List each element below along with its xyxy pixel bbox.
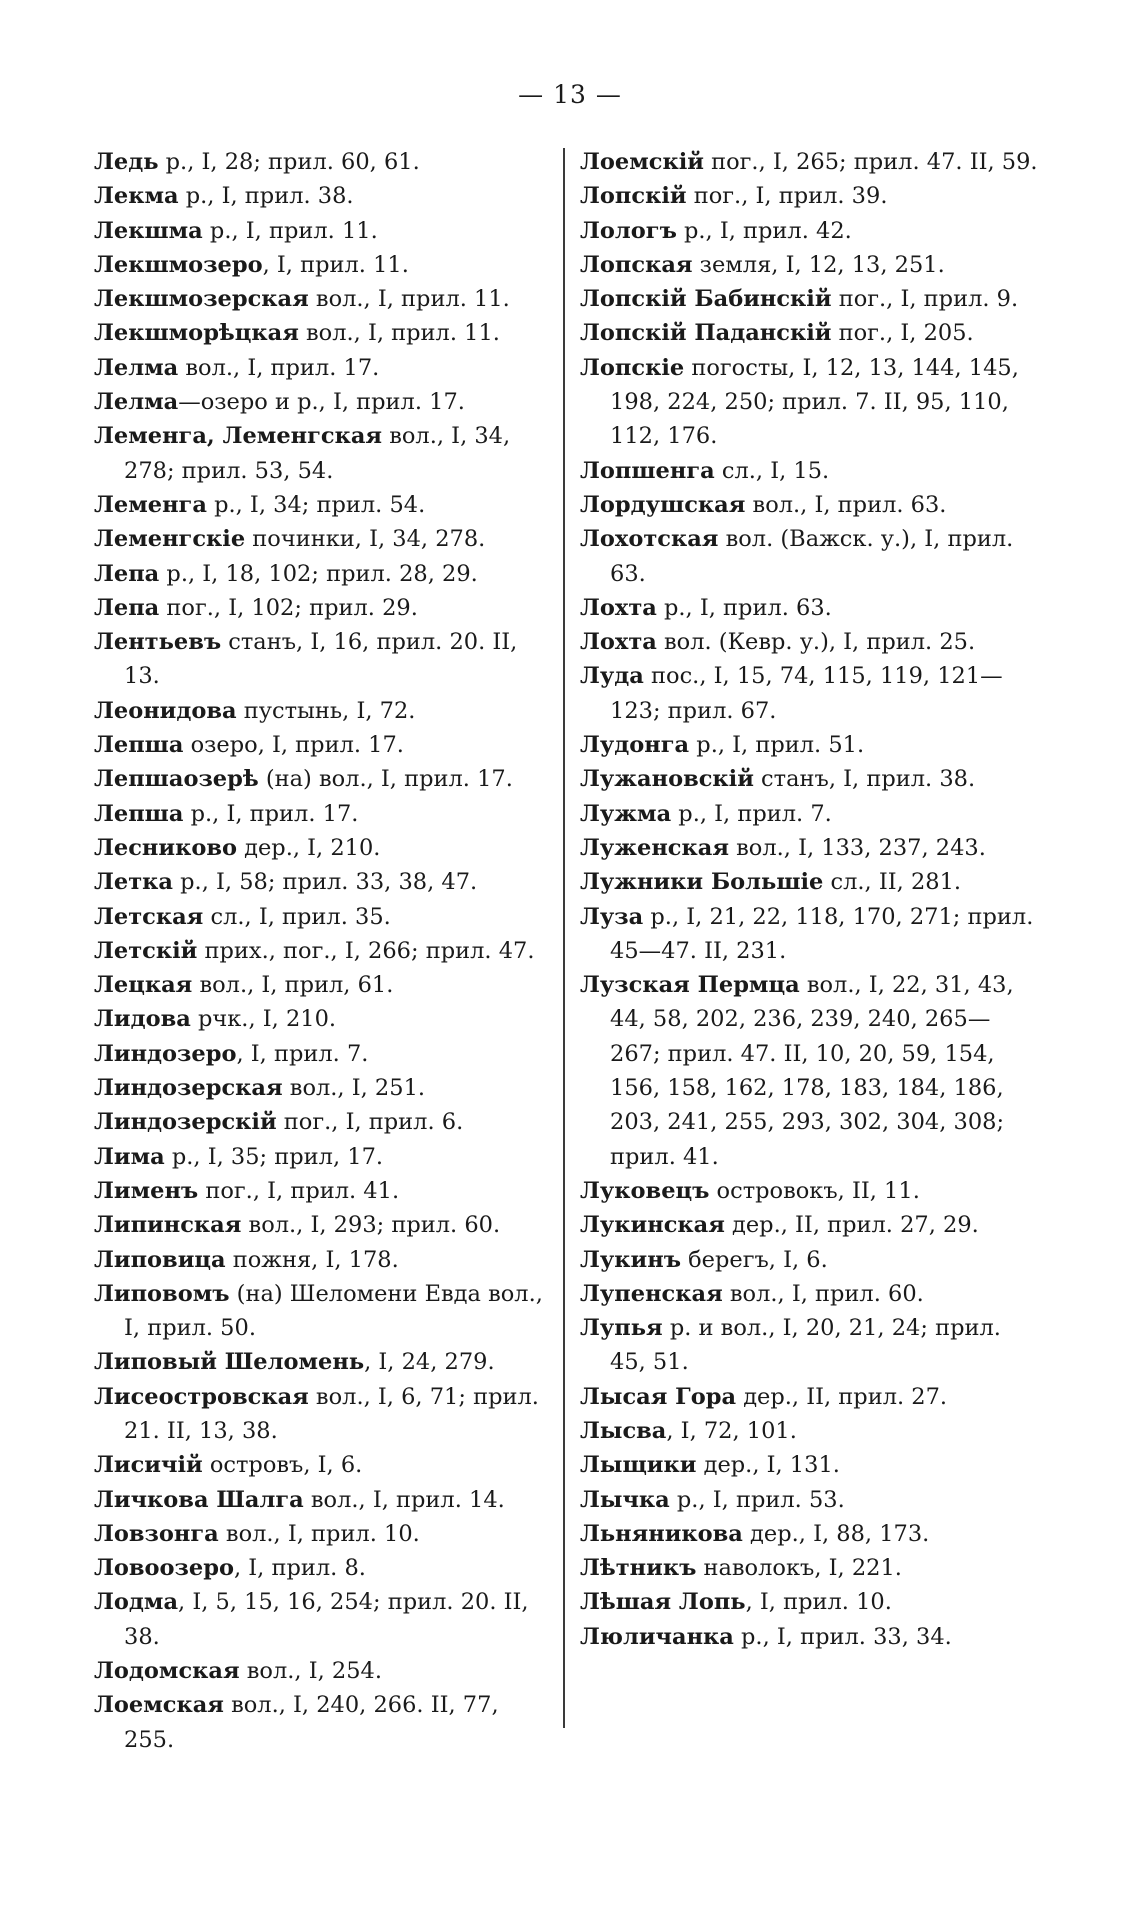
index-entry <box>94 1585 552 1654</box>
index-entry <box>94 179 552 213</box>
index-entry <box>94 1208 552 1242</box>
index-entry <box>94 591 552 625</box>
entry-term: Лыщики <box>580 1452 697 1479</box>
entry-term: Линдозеро <box>94 1040 237 1067</box>
index-entry <box>580 1483 1040 1517</box>
entry-references: пог., I, прил. 39. <box>686 183 888 210</box>
page-number: — 13 — <box>518 80 622 109</box>
entry-references: вол., I, 22, 31, 43, 44, 58, 202, 236, 239, 240, 265—267; прил. 47. II, 10, 20, 59, 154, 156, 158, 162, 178, 183, 184, 186, 203, 241, 255, 293, 302, 304, 308; прил. 41. <box>610 972 1014 1170</box>
index-entry <box>580 728 1040 762</box>
entry-term: Лоемская <box>94 1692 224 1719</box>
index-entry <box>580 1585 1040 1619</box>
index-entry <box>580 1448 1040 1482</box>
index-entry <box>94 1002 552 1036</box>
entry-references: , I, 24, 279. <box>364 1349 495 1376</box>
entry-references: дер., I, 210. <box>236 834 381 861</box>
index-entry <box>94 557 552 591</box>
entry-references: р., I, прил. 38. <box>178 183 354 210</box>
index-entry <box>580 214 1040 248</box>
entry-term: Лычка <box>580 1486 670 1513</box>
entry-term: Лѣшая Лопь <box>580 1589 746 1616</box>
index-entry <box>580 316 1040 350</box>
index-entry <box>580 762 1040 796</box>
index-entry <box>580 179 1040 213</box>
index-entry <box>580 1620 1040 1654</box>
index-entry <box>94 385 552 419</box>
entry-term: Летка <box>94 869 173 896</box>
entry-references: дер., II, прил. 27. <box>736 1383 948 1410</box>
entry-references: вол. (Важск. у.), I, прил. 63. <box>610 526 1014 587</box>
entry-term: Лекшма <box>94 217 203 244</box>
entry-term: Лордушская <box>580 491 746 518</box>
entry-references: прих., пог., I, 266; прил. 47. <box>197 937 535 964</box>
entry-references: вол., I, прил. 60. <box>722 1280 924 1307</box>
entry-references: станъ, I, 16, прил. 20. II, 13. <box>124 629 518 690</box>
entry-term: Лекшмозерская <box>94 286 309 313</box>
entry-references: пог., I, прил. 6. <box>276 1109 464 1136</box>
index-entry <box>94 1071 552 1105</box>
entry-term: Липинская <box>94 1212 242 1239</box>
entry-references: р., I, прил. 33, 34. <box>733 1623 952 1650</box>
index-entry <box>580 1243 1040 1277</box>
entry-term: Лохта <box>580 629 657 656</box>
entry-references: дер., I, 88, 173. <box>742 1520 930 1547</box>
entry-term: Липовомъ <box>94 1280 230 1307</box>
entry-term: Лентьевъ <box>94 629 222 656</box>
entry-term: Лекма <box>94 183 179 210</box>
index-column-left <box>94 145 552 1757</box>
entry-term: Лопшенга <box>580 457 715 484</box>
index-entry <box>94 214 552 248</box>
entry-term: Лупенская <box>580 1280 723 1307</box>
entry-term: Лекшморѣцкая <box>94 320 299 347</box>
entry-term: Линдозерскій <box>94 1109 277 1136</box>
index-entry <box>580 1208 1040 1242</box>
entry-term: Лепшаозерѣ <box>94 766 259 793</box>
entry-term: Лекшмозеро <box>94 251 263 278</box>
entry-references: пог., I, прил. 41. <box>198 1177 400 1204</box>
entry-term: Липовица <box>94 1246 226 1273</box>
entry-references: пог., I, 102; прил. 29. <box>159 594 418 621</box>
entry-references: пустынь, I, 72. <box>236 697 416 724</box>
entry-references: р. и вол., I, 20, 21, 24; прил. 45, 51. <box>610 1315 1001 1376</box>
entry-term: Лелма <box>94 389 179 416</box>
entry-references: р., I, прил. 11. <box>202 217 378 244</box>
entry-term: Лопскій <box>580 183 687 210</box>
index-entry <box>94 1174 552 1208</box>
entry-references: р., I, 18, 102; прил. 28, 29. <box>159 560 478 587</box>
entry-term: Леменгскіе <box>94 526 246 553</box>
entry-references: станъ, I, прил. 38. <box>753 766 976 793</box>
index-entry <box>580 1311 1040 1380</box>
entry-term: Лисеостровская <box>94 1383 309 1410</box>
entry-references: вол., I, 293; прил. 60. <box>241 1212 501 1239</box>
entry-references: р., I, прил. 53. <box>669 1486 845 1513</box>
entry-term: Лудонга <box>580 732 690 759</box>
entry-term: Лупья <box>580 1315 663 1342</box>
entry-references: р., I, 35; прил, 17. <box>164 1143 384 1170</box>
entry-term: Лужники Большіе <box>580 869 824 896</box>
entry-references: вол., I, прил. 17. <box>178 354 380 381</box>
entry-term: Лохта <box>580 594 657 621</box>
entry-references: р., I, прил. 63. <box>656 594 832 621</box>
entry-term: Ледь <box>94 149 159 175</box>
entry-references: рчк., I, 210. <box>190 1006 337 1033</box>
entry-references: вол., I, прил. 11. <box>308 286 510 313</box>
entry-term: Леонидова <box>94 697 237 724</box>
entry-term: Лима <box>94 1143 165 1170</box>
entry-term: Личкова Шалга <box>94 1486 304 1513</box>
entry-term: Летская <box>94 903 204 930</box>
index-entry <box>94 1380 552 1449</box>
entry-references: островокъ, II, 11. <box>709 1177 920 1204</box>
entry-references: р., I, 21, 22, 118, 170, 271; прил. 45—47. II, 231. <box>610 903 1034 964</box>
index-entry <box>580 625 1040 659</box>
entry-references: берегъ, I, 6. <box>680 1246 828 1273</box>
index-entry <box>580 282 1040 316</box>
index-entry <box>94 248 552 282</box>
entry-references: , I, прил. 11. <box>262 251 409 278</box>
entry-term: Лименъ <box>94 1177 199 1204</box>
entry-term: Летскій <box>94 937 198 964</box>
index-entry <box>94 1551 552 1585</box>
entry-references: р., I, 58; прил. 33, 38, 47. <box>172 869 478 896</box>
entry-references: погосты, I, 12, 13, 144, 145, 198, 224, 250; прил. 7. II, 95, 110, 112, 176. <box>610 354 1019 450</box>
entry-references: пог., I, 205. <box>831 320 974 347</box>
index-entry <box>94 1243 552 1277</box>
index-entry <box>94 1448 552 1482</box>
entry-term: Лысва <box>580 1417 667 1444</box>
entry-term: Лодомская <box>94 1658 240 1685</box>
entry-term: Линдозерская <box>94 1075 283 1102</box>
entry-references: земля, I, 12, 13, 251. <box>692 251 945 278</box>
entry-term: Лохотская <box>580 526 719 553</box>
entry-references: —озеро и р., I, прил. 17. <box>178 389 465 416</box>
index-entry <box>580 522 1040 591</box>
entry-term: Леменга, Леменгская <box>94 423 383 450</box>
entry-references: дер., II, прил. 27, 29. <box>724 1212 979 1239</box>
entry-term: Лукинская <box>580 1212 725 1239</box>
entry-references: вол. (Кевр. у.), I, прил. 25. <box>656 629 976 656</box>
index-entry <box>580 351 1040 454</box>
index-entry <box>94 419 552 488</box>
index-entry <box>94 1688 552 1757</box>
index-entry <box>580 659 1040 728</box>
entry-references: вол., I, прил. 10. <box>218 1520 420 1547</box>
entry-term: Лепа <box>94 594 160 621</box>
entry-term: Ловзонга <box>94 1520 219 1547</box>
entry-references: вол., I, 6, 71; прил. 21. II, 13, 38. <box>124 1383 539 1444</box>
index-entry <box>94 351 552 385</box>
index-column-right <box>580 145 1040 1654</box>
entry-references: р., I, 34; прил. 54. <box>206 491 426 518</box>
entry-term: Лепша <box>94 800 184 827</box>
entry-references: вол., I, прил. 63. <box>745 491 947 518</box>
entry-term: Лопскій Паданскій <box>580 320 832 347</box>
entry-term: Лелма <box>94 354 179 381</box>
entry-references: вол., I, прил, 61. <box>192 972 394 999</box>
entry-term: Лидова <box>94 1006 191 1033</box>
entry-term: Лопская <box>580 251 693 278</box>
entry-references: дер., I, 131. <box>696 1452 840 1479</box>
entry-term: Лысая Гора <box>580 1383 737 1410</box>
index-entry <box>94 488 552 522</box>
index-entry <box>580 1517 1040 1551</box>
entry-references: сл., I, 15. <box>714 457 830 484</box>
index-entry <box>94 316 552 350</box>
entry-references: (на) вол., I, прил. 17. <box>258 766 513 793</box>
index-entry <box>94 1517 552 1551</box>
entry-term: Лопскій Бабинскій <box>580 286 832 313</box>
entry-references: р., I, 28; прил. 60, 61. <box>158 149 420 175</box>
index-entry <box>94 762 552 796</box>
entry-term: Лужановскій <box>580 766 754 793</box>
entry-term: Лопскіе <box>580 354 685 381</box>
index-entry <box>94 865 552 899</box>
entry-references: починки, I, 34, 278. <box>245 526 486 553</box>
entry-references: (на) Шеломени Евда вол., I, прил. 50. <box>124 1280 543 1342</box>
index-entry <box>94 831 552 865</box>
entry-references: вол., I, 251. <box>282 1075 426 1102</box>
entry-references: , I, 72, 101. <box>666 1417 797 1444</box>
entry-term: Лукинъ <box>580 1246 681 1273</box>
index-entry <box>94 694 552 728</box>
entry-term: Лесниково <box>94 834 237 861</box>
entry-term: Льняникова <box>580 1520 743 1547</box>
entry-term: Леменга <box>94 491 207 518</box>
index-entry <box>580 1380 1040 1414</box>
entry-references: сл., II, 281. <box>823 869 962 896</box>
entry-references: р., I, прил. 17. <box>183 800 359 827</box>
index-entry <box>94 282 552 316</box>
index-entry <box>94 797 552 831</box>
index-entry <box>580 488 1040 522</box>
entry-references: вол., I, прил. 11. <box>298 320 500 347</box>
entry-references: , I, прил. 7. <box>236 1040 369 1067</box>
entry-term: Лужма <box>580 800 672 827</box>
entry-references: пог., I, 265; прил. 47. II, 59. <box>703 149 1038 175</box>
index-entry <box>94 1483 552 1517</box>
entry-references: сл., I, прил. 35. <box>203 903 391 930</box>
entry-references: пожня, I, 178. <box>225 1246 399 1273</box>
index-entry <box>94 1037 552 1071</box>
index-entry <box>94 1345 552 1379</box>
entry-references: вол., I, 254. <box>239 1658 383 1685</box>
index-entry <box>580 454 1040 488</box>
entry-term: Лѣтникъ <box>580 1555 697 1582</box>
index-entry <box>94 1654 552 1688</box>
entry-references: островъ, I, 6. <box>202 1452 363 1479</box>
entry-references: р., I, прил. 51. <box>689 732 865 759</box>
index-entry <box>94 968 552 1002</box>
entry-references: пог., I, прил. 9. <box>831 286 1019 313</box>
entry-term: Лепша <box>94 732 184 759</box>
entry-term: Луженская <box>580 834 729 861</box>
index-entry <box>94 1105 552 1139</box>
entry-term: Луковецъ <box>580 1177 710 1204</box>
index-entry <box>580 1551 1040 1585</box>
index-entry <box>94 900 552 934</box>
entry-term: Лоемскій <box>580 149 704 175</box>
index-entry <box>580 831 1040 865</box>
index-entry <box>94 625 552 694</box>
entry-term: Луза <box>580 903 644 930</box>
entry-references: , I, 5, 15, 16, 254; прил. 20. II, 38. <box>124 1589 529 1650</box>
index-entry <box>580 1414 1040 1448</box>
entry-references: вол., I, 240, 266. II, 77, 255. <box>124 1692 499 1753</box>
index-entry <box>580 797 1040 831</box>
index-entry <box>94 1277 552 1346</box>
entry-references: р., I, прил. 42. <box>676 217 852 244</box>
entry-references: наволокъ, I, 221. <box>696 1555 902 1582</box>
entry-references: вол., I, 34, 278; прил. 53, 54. <box>124 423 511 484</box>
entry-term: Лодма <box>94 1589 179 1616</box>
index-entry <box>94 934 552 968</box>
entry-term: Лецкая <box>94 972 193 999</box>
index-entry <box>580 1277 1040 1311</box>
index-entry <box>580 591 1040 625</box>
index-entry <box>580 248 1040 282</box>
entry-term: Лепа <box>94 560 160 587</box>
entry-references: вол., I, 133, 237, 243. <box>728 834 986 861</box>
entry-references: вол., I, прил. 14. <box>303 1486 505 1513</box>
entry-term: Лузская Пермца <box>580 972 800 999</box>
index-entry <box>94 728 552 762</box>
index-entry <box>94 1140 552 1174</box>
index-entry <box>580 145 1040 179</box>
entry-term: Лологъ <box>580 217 677 244</box>
entry-term: Луда <box>580 663 644 690</box>
index-entry <box>580 968 1040 1174</box>
entry-term: Липовый Шеломень <box>94 1349 365 1376</box>
index-entry <box>94 145 552 179</box>
entry-references: р., I, прил. 7. <box>671 800 832 827</box>
index-entry <box>94 522 552 556</box>
entry-references: пос., I, 15, 74, 115, 119, 121—123; прил. 67. <box>610 663 1003 724</box>
entry-references: , I, прил. 10. <box>745 1589 892 1616</box>
entry-term: Ловоозеро <box>94 1555 234 1582</box>
index-entry <box>580 1174 1040 1208</box>
entry-term: Лисичій <box>94 1452 203 1479</box>
index-entry <box>580 900 1040 969</box>
entry-references: , I, прил. 8. <box>233 1555 366 1582</box>
column-divider <box>563 148 565 1728</box>
entry-references: озеро, I, прил. 17. <box>183 732 404 759</box>
entry-term: Люличанка <box>580 1623 734 1650</box>
index-entry <box>580 865 1040 899</box>
